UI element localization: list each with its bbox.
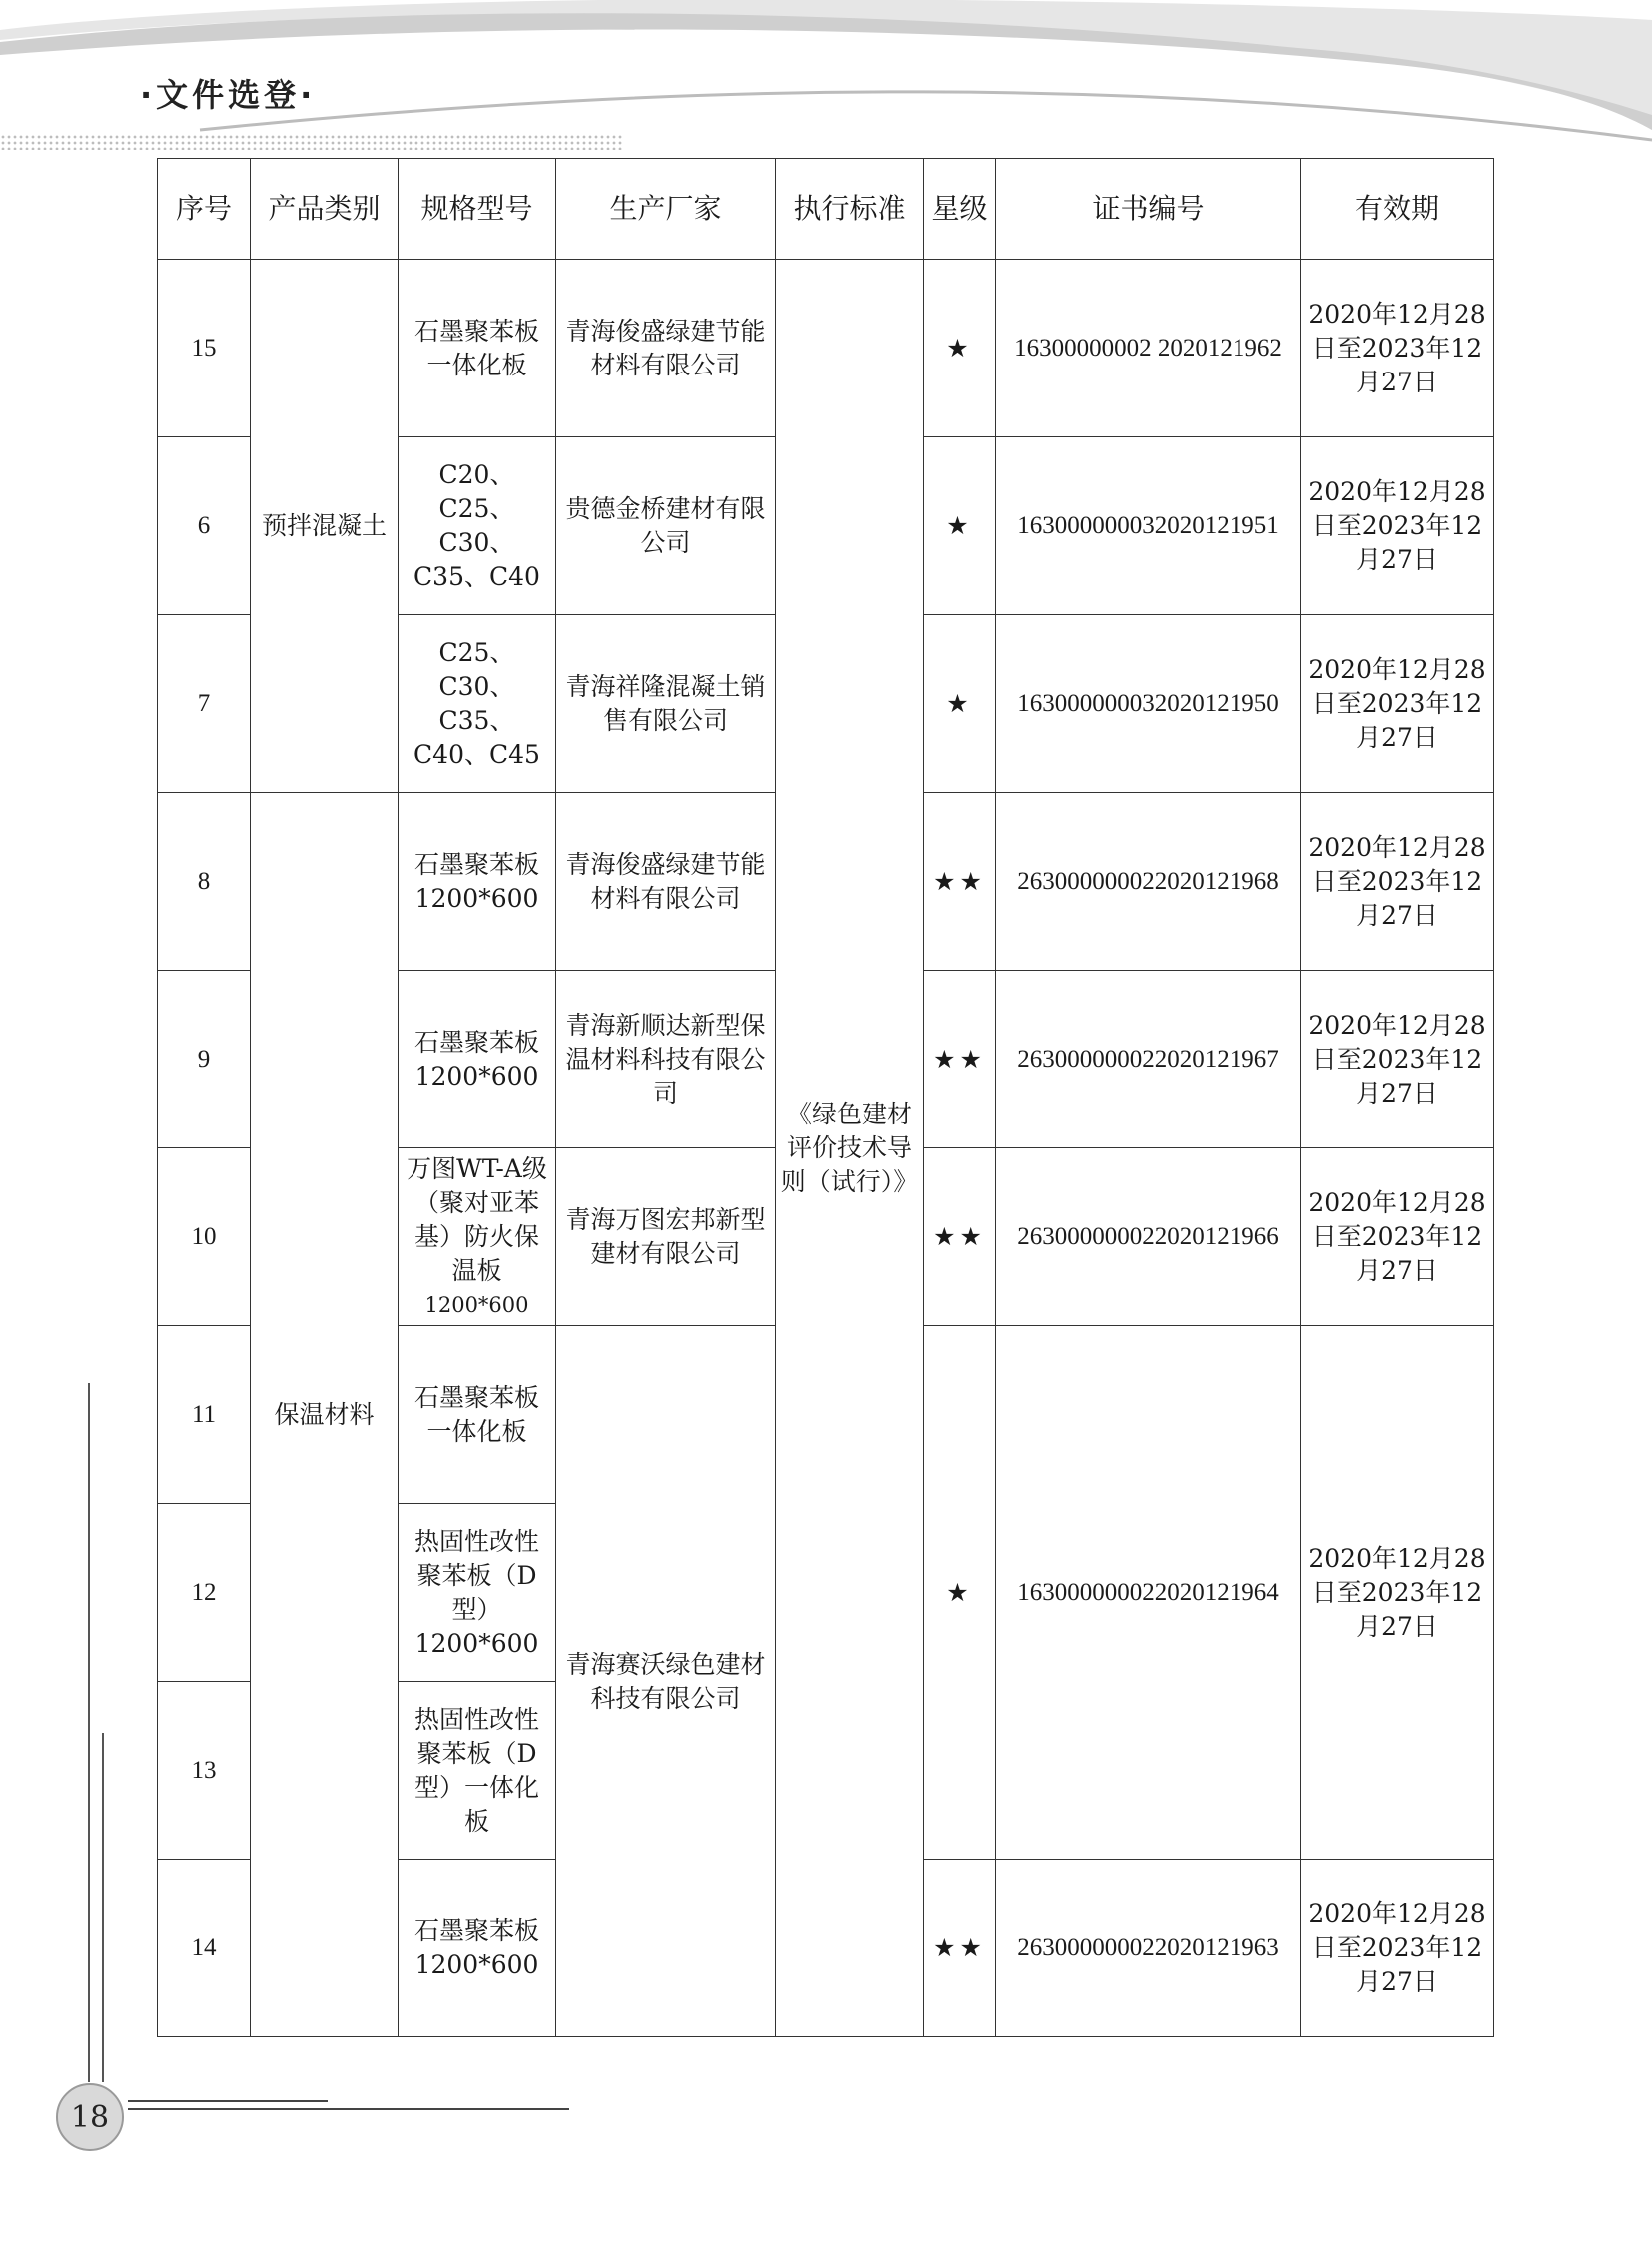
section-title: ·文件选登·: [140, 76, 317, 114]
table-header-row: [158, 159, 1494, 260]
col-header-standard: 执行标准: [776, 159, 924, 260]
row-no: 13: [158, 1682, 251, 1860]
row-no: 8: [158, 793, 251, 971]
cert-cell: 263000000022020121967: [996, 971, 1301, 1148]
cert-cell: 263000000022020121966: [996, 1148, 1301, 1326]
validity-cell: 2020年12月28日至2023年12月27日: [1301, 1326, 1494, 1860]
footer-line-bottom: [128, 2108, 569, 2110]
maker-cell: 青海新顺达新型保温材料科技有限公司: [556, 971, 776, 1148]
row-no: 12: [158, 1504, 251, 1682]
cert-cell: 263000000022020121968: [996, 793, 1301, 971]
row-no: 11: [158, 1326, 251, 1504]
star-cell: ★: [924, 1326, 996, 1860]
validity-cell: 2020年12月28日至2023年12月27日: [1301, 437, 1494, 615]
spec-size: 1200*600: [424, 1292, 529, 1317]
star-cell: ★: [924, 615, 996, 793]
spec-cell: 石墨聚苯板1200*600: [399, 793, 556, 971]
spec-cell: 石墨聚苯板一体化板: [399, 1326, 556, 1504]
col-header-validity: 有效期: [1301, 159, 1494, 260]
validity-cell: 2020年12月28日至2023年12月27日: [1301, 1860, 1494, 2037]
spec-cell: 热固性改性聚苯板（D型）1200*600: [399, 1504, 556, 1682]
cert-cell: 163000000022020121964: [996, 1326, 1301, 1860]
cert-cell: 163000000032020121950: [996, 615, 1301, 793]
col-header-no: 序号: [158, 159, 251, 260]
star-cell: ★★: [924, 1148, 996, 1326]
spec-cell: 热固性改性聚苯板（D型）一体化板: [399, 1682, 556, 1860]
maker-cell: 青海赛沃绿色建材科技有限公司: [556, 1326, 776, 2037]
row-no: 14: [158, 1860, 251, 2037]
spec-text: 万图WT-A级（聚对亚苯基）防火保温板: [407, 1153, 547, 1285]
left-decor-line-inner: [102, 1733, 104, 2082]
spec-cell: [399, 1148, 556, 1326]
maker-cell: 青海祥隆混凝土销售有限公司: [556, 615, 776, 793]
spec-cell: C25、C30、C35、C40、C45: [399, 615, 556, 793]
dot-pattern-strip: [0, 134, 624, 150]
spec-cell: 石墨聚苯板1200*600: [399, 1860, 556, 2037]
star-cell: ★★: [924, 971, 996, 1148]
star-cell: ★★: [924, 793, 996, 971]
row-no: 6: [158, 437, 251, 615]
col-header-cert: 证书编号: [996, 159, 1301, 260]
spec-cell: 石墨聚苯板1200*600: [399, 971, 556, 1148]
page-number-badge: [56, 2083, 124, 2151]
star-cell: ★: [924, 260, 996, 437]
page-number: 18: [70, 2099, 110, 2135]
star-cell: ★: [924, 437, 996, 615]
maker-cell: 青海俊盛绿建节能材料有限公司: [556, 793, 776, 971]
cert-cell: 16300000002 2020121962: [996, 260, 1301, 437]
left-decor-line-outer: [88, 1383, 90, 2082]
validity-cell: 2020年12月28日至2023年12月27日: [1301, 793, 1494, 971]
standard-cell: 《绿色建材评价技术导则（试行）》: [776, 260, 924, 2037]
col-header-spec: 规格型号: [399, 159, 556, 260]
col-header-star: 星级: [924, 159, 996, 260]
certificate-table: [157, 158, 1494, 2037]
cert-cell: 263000000022020121963: [996, 1860, 1301, 2037]
row-no: 9: [158, 971, 251, 1148]
col-header-maker: 生产厂家: [556, 159, 776, 260]
maker-cell: 贵德金桥建材有限公司: [556, 437, 776, 615]
row-no: 10: [158, 1148, 251, 1326]
maker-cell: 青海万图宏邦新型建材有限公司: [556, 1148, 776, 1326]
row-no: 15: [158, 260, 251, 437]
maker-cell: 青海俊盛绿建节能材料有限公司: [556, 260, 776, 437]
validity-cell: 2020年12月28日至2023年12月27日: [1301, 1148, 1494, 1326]
table-row: [158, 260, 1494, 437]
validity-cell: 2020年12月28日至2023年12月27日: [1301, 615, 1494, 793]
cert-cell: 163000000032020121951: [996, 437, 1301, 615]
validity-cell: 2020年12月28日至2023年12月27日: [1301, 971, 1494, 1148]
footer-line-top: [128, 2100, 328, 2102]
category-cell: 预拌混凝土: [251, 260, 399, 793]
col-header-category: 产品类别: [251, 159, 399, 260]
spec-cell: C20、C25、C30、C35、C40: [399, 437, 556, 615]
star-cell: ★★: [924, 1860, 996, 2037]
spec-cell: 石墨聚苯板一体化板: [399, 260, 556, 437]
validity-cell: 2020年12月28日至2023年12月27日: [1301, 260, 1494, 437]
row-no: 7: [158, 615, 251, 793]
category-cell: 保温材料: [251, 793, 399, 2037]
